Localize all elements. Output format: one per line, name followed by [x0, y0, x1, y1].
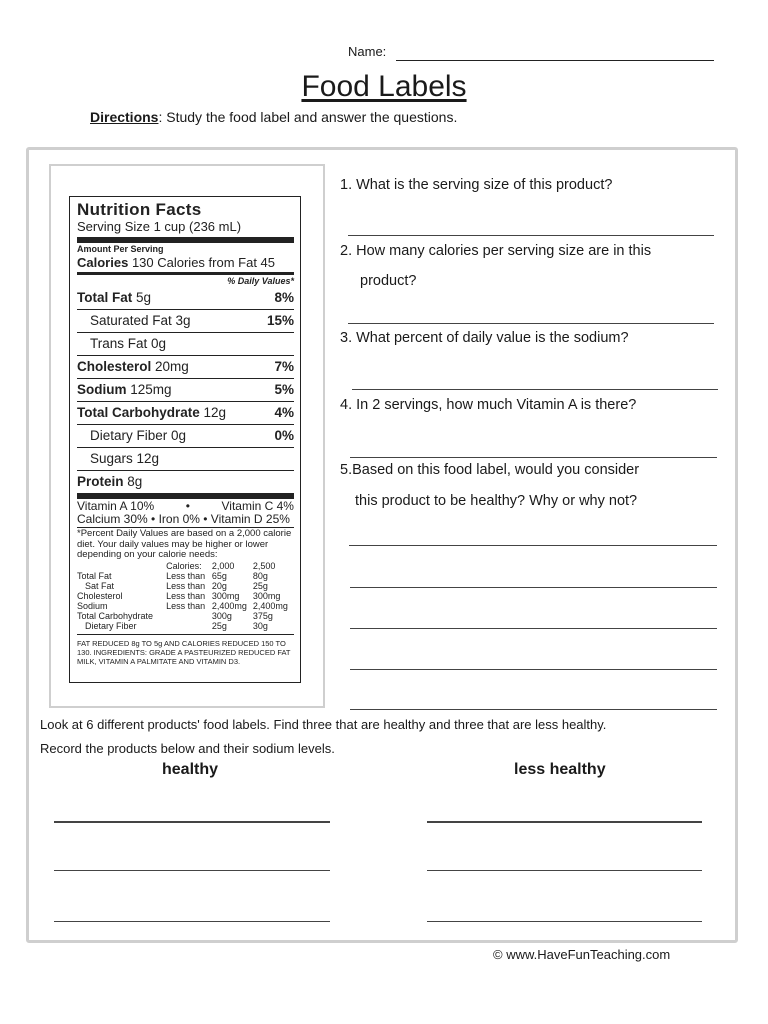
directions-text: : Study the food label and answer the questions.: [158, 109, 458, 125]
healthy-line-1[interactable]: [54, 821, 330, 823]
nutrient-rows: [77, 287, 294, 493]
table-cell: 20g: [211, 580, 227, 591]
question-4: 4. In 2 servings, how much Vitamin A is there?: [340, 397, 637, 413]
nutrient-name: Trans Fat 0g: [90, 336, 167, 351]
table-header-cell: 2,000: [211, 560, 235, 571]
nutrient-label: [77, 287, 151, 309]
nutrient-name: Total Carbohydrate: [77, 405, 200, 420]
table-cell: 80g: [252, 570, 268, 581]
page-title: Food Labels: [301, 70, 467, 103]
nutrient-label: [77, 333, 166, 355]
divider: [77, 634, 294, 635]
table-cell: Less than: [166, 600, 206, 611]
nutrient-label: [77, 448, 159, 470]
nutrition-facts-label: [69, 196, 301, 683]
nutrient-name: Total Fat: [77, 290, 133, 305]
vitamin-a: Vitamin A 10%: [77, 499, 155, 513]
nutrient-percent: 5%: [274, 382, 294, 397]
table-cell: 375g: [252, 610, 273, 621]
table-cell: 300g: [211, 610, 232, 621]
nutrient-name: Sugars 12g: [90, 451, 160, 466]
healthy-line-2[interactable]: [54, 870, 330, 871]
table-cell: Total Carbohydrate: [77, 610, 154, 621]
vitamin-c: Vitamin C 4%: [221, 499, 294, 513]
nutrient-row: [77, 471, 294, 493]
activity-instructions-2: Record the products below and their sodium levels.: [40, 741, 335, 756]
nutrient-name: Dietary Fiber 0g: [90, 428, 187, 443]
daily-value-head: % Daily Values*: [227, 276, 294, 286]
calories-line: [77, 255, 294, 271]
table-cell: Dietary Fiber: [85, 620, 137, 631]
nutrient-percent: 8%: [274, 290, 294, 305]
nutrient-value: 20mg: [155, 359, 189, 374]
table-header-cell: [77, 561, 166, 571]
nutrient-value: 12g: [203, 405, 227, 420]
nutrient-row: [77, 448, 294, 471]
table-header-cell: 2,500: [252, 560, 276, 571]
table-cell: Less than: [166, 570, 206, 581]
nutrient-row: [77, 425, 294, 448]
table-cell: 300mg: [211, 590, 240, 601]
answer-line-5a[interactable]: [349, 545, 717, 546]
question-3: 3. What percent of daily value is the sodium?: [340, 330, 629, 346]
serving-size: Serving Size 1 cup (236 mL): [77, 219, 242, 234]
nutrient-row: [77, 356, 294, 379]
activity-instructions: Look at 6 different products' food labels. Find three that are healthy and three that are less healthy.: [40, 717, 607, 732]
calories-text: 130 Calories from Fat 45: [131, 255, 276, 270]
vitamin-dot: •: [185, 499, 190, 513]
directions: [90, 109, 457, 125]
less-healthy-line-3[interactable]: [427, 921, 702, 922]
nutrient-label: [77, 425, 186, 447]
healthy-heading: healthy: [162, 761, 219, 778]
daily-value-table: [77, 561, 294, 631]
healthy-line-3[interactable]: [54, 921, 330, 922]
vitamin-line-2: Calcium 30% • Iron 0% • Vitamin D 25%: [77, 512, 290, 526]
answer-line-5e[interactable]: [350, 709, 717, 710]
table-row: [77, 601, 294, 611]
directions-label: Directions: [90, 109, 159, 125]
nutrient-label: [77, 379, 172, 401]
table-cell: [166, 621, 212, 631]
question-2-cont: product?: [360, 273, 417, 289]
answer-line-5d[interactable]: [350, 669, 717, 670]
nutrient-row: [77, 287, 294, 310]
amount-per-serving: Amount Per Serving: [77, 244, 164, 254]
table-cell: Total Fat: [77, 570, 112, 581]
table-cell: 25g: [252, 580, 268, 591]
answer-line-4[interactable]: [350, 457, 717, 458]
nutrient-value: 8g: [127, 474, 143, 489]
daily-value-table-body: [77, 571, 294, 631]
table-row: [77, 611, 294, 621]
nutrient-percent: 15%: [266, 313, 294, 328]
table-cell: 2,400mg: [211, 600, 247, 611]
daily-value-table-header: [77, 561, 294, 571]
nutrient-row: [77, 379, 294, 402]
less-healthy-line-1[interactable]: [427, 821, 702, 823]
question-1: 1. What is the serving size of this product?: [340, 177, 613, 193]
table-row: [77, 571, 294, 581]
nutrient-row: [77, 333, 294, 356]
copyright-credit: © www.HaveFunTeaching.com: [493, 947, 671, 962]
nutrient-name: Protein: [77, 474, 124, 489]
table-cell: Less than: [166, 580, 206, 591]
table-cell: Cholesterol: [77, 590, 123, 601]
nutrient-label: [77, 310, 191, 332]
table-cell: 300mg: [252, 590, 281, 601]
table-cell: 65g: [211, 570, 227, 581]
table-cell: 30g: [252, 620, 268, 631]
table-cell: [166, 611, 212, 621]
nutrient-label: [77, 356, 189, 378]
nutrition-heading: Nutrition Facts: [77, 200, 202, 219]
question-2: 2. How many calories per serving size are in this: [340, 243, 652, 259]
nutrient-name: Sodium: [77, 382, 127, 397]
nutrient-label: [77, 471, 142, 493]
table-cell: 25g: [211, 620, 227, 631]
nutrient-percent: 4%: [274, 405, 294, 420]
answer-line-2[interactable]: [348, 323, 714, 324]
nutrient-value: 5g: [136, 290, 152, 305]
answer-line-5b[interactable]: [350, 587, 717, 588]
nutrient-name: Cholesterol: [77, 359, 152, 374]
daily-value-footnote: *Percent Daily Values are based on a 2,000 calorie diet. Your daily values may be higher or lower depending on your calorie needs:: [77, 528, 292, 560]
nutrient-row: [77, 310, 294, 333]
answer-line-3[interactable]: [352, 389, 718, 390]
fine-print: FAT REDUCED 8g TO 5g AND CALORIES REDUCED 150 TO 130. INGREDIENTS: GRADE A PASTEURIZED REDUCED FAT MILK, VITAMIN A PALMITATE AND VITAMIN D3.: [77, 638, 291, 666]
nutrient-name: Saturated Fat 3g: [90, 313, 191, 328]
nutrient-label: [77, 402, 226, 424]
nutrient-percent: 0%: [274, 428, 294, 443]
table-row: [77, 591, 294, 601]
name-line[interactable]: [396, 60, 714, 61]
table-cell: Sodium: [77, 600, 108, 611]
table-cell: Less than: [166, 590, 206, 601]
answer-line-5c[interactable]: [350, 628, 717, 629]
table-row: [77, 621, 294, 631]
nutrient-row: [77, 402, 294, 425]
nutrient-value: 125mg: [130, 382, 172, 397]
calories-label: Calories: [77, 255, 129, 270]
nutrient-percent: 7%: [274, 359, 294, 374]
table-cell: Sat Fat: [85, 580, 115, 591]
table-row: [77, 581, 294, 591]
divider: [77, 272, 294, 275]
table-header-cell: Calories:: [166, 560, 202, 571]
name-label: Name:: [348, 44, 387, 59]
question-5-cont: this product to be healthy? Why or why not?: [355, 493, 638, 509]
question-5: 5.Based on this food label, would you consider: [340, 462, 640, 478]
divider: [77, 237, 294, 243]
less-healthy-line-2[interactable]: [427, 870, 702, 871]
less-healthy-heading: less healthy: [514, 761, 606, 778]
answer-line-1[interactable]: [348, 235, 714, 236]
table-cell: 2,400mg: [252, 600, 288, 611]
